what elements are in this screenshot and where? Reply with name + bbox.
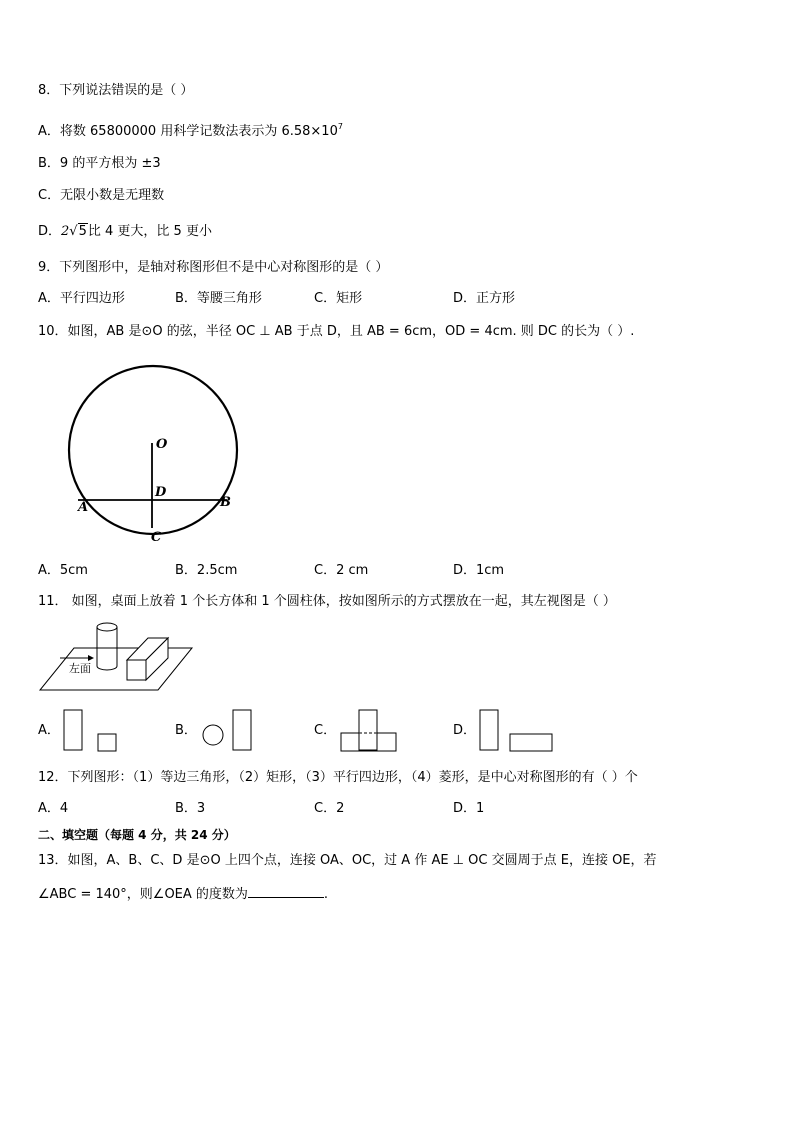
table-objects-figure <box>38 618 198 693</box>
small-square <box>98 734 116 751</box>
cylinder-top <box>97 623 117 631</box>
section-title: 二、填空题（每题 4 分，共 24 分） <box>38 828 236 842</box>
q11-option-d-figure <box>479 709 559 754</box>
q9-option-a: A．平行四边形 <box>38 291 125 306</box>
q13-line2 <box>38 884 328 904</box>
q11-option-b-figure <box>202 709 262 754</box>
q9-option-d: D．正方形 <box>453 291 516 306</box>
q11-stem: 11． 如图，桌面上放着 1 个长方体和 1 个圆柱体，按如图所示的方式摆放在一起，其左视图是（ ） <box>38 594 616 609</box>
q11-option-a-figure <box>63 709 123 754</box>
q9-option-c: C．矩形 <box>314 291 363 306</box>
q12-stem: 12．下列图形：（1）等边三角形，（2）矩形，（3）平行四边形，（4）菱形，是中心对称图形的有（ ）个 <box>38 770 638 785</box>
q12-option-a: A．4 <box>38 801 69 816</box>
label-b: B <box>220 495 231 510</box>
q12-option-b: B．3 <box>175 801 206 816</box>
q11-option-d-label: D． <box>453 723 477 738</box>
answer-blank[interactable] <box>248 884 324 898</box>
q13-line2-text: ∠ABC = 140°，则∠OEA 的度数为 <box>38 887 248 902</box>
label-c: C <box>151 530 162 545</box>
label-o: O <box>156 437 168 452</box>
q12-option-c: C．2 <box>314 801 345 816</box>
circle-figure <box>60 358 260 548</box>
q10-option-b: B．2.5cm <box>175 563 238 578</box>
label-d: D <box>155 485 167 500</box>
tall-rectangle <box>359 710 377 750</box>
q11-option-b-label: B． <box>175 723 197 738</box>
q10-stem: 10．如图，AB 是⊙O 的弦，半径 OC ⊥ AB 于点 D，且 AB = 6cm，OD = 4cm. 则 DC 的长为（ ）. <box>38 324 635 339</box>
wide-rectangle <box>341 733 396 751</box>
q11-option-c-label: C． <box>314 723 337 738</box>
cuboid-front <box>127 660 146 680</box>
tall-rectangle <box>480 710 498 750</box>
q10-option-d: D．1cm <box>453 563 505 578</box>
tall-rectangle <box>64 710 82 750</box>
sqrt-sign: √ <box>69 224 78 239</box>
circle-o <box>69 366 237 534</box>
table-surface <box>40 648 192 690</box>
q8-option-d <box>38 223 212 241</box>
q8-option-d-radicand: 5 <box>78 224 87 239</box>
q9-option-b: B．等腰三角形 <box>175 291 262 306</box>
q10-option-c: C．2 cm <box>314 563 369 578</box>
cylinder-bottom <box>97 666 117 670</box>
q13-line2-end: . <box>323 887 329 902</box>
q8-option-d-suffix: 比 4 更大，比 5 更小 <box>87 224 212 239</box>
q11-option-c-figure <box>340 709 400 754</box>
wide-rectangle <box>510 734 552 751</box>
circle-shape <box>203 725 223 745</box>
q8-option-a <box>38 118 343 141</box>
q8-option-b: B．9 的平方根为 ±3 <box>38 156 161 171</box>
left-face-label: 左面 <box>69 662 91 675</box>
q8-option-c: C．无限小数是无理数 <box>38 188 165 203</box>
q8-option-d-prefix: D． <box>38 224 62 239</box>
q8-option-a-text: A．将数 65800000 用科学记数法表示为 6.58×10 <box>38 124 338 139</box>
q13-line1: 13．如图，A、B、C、D 是⊙O 上四个点，连接 OA、OC，过 A 作 AE ⊥ OC 交圆周于点 E，连接 OE，若 <box>38 853 657 868</box>
tall-rectangle <box>233 710 251 750</box>
q8-option-a-exponent: 7 <box>337 122 343 131</box>
q11-option-a-label: A． <box>38 723 60 738</box>
q9-stem: 9．下列图形中，是轴对称图形但不是中心对称图形的是（ ） <box>38 260 389 275</box>
arrow-head-icon <box>88 655 94 661</box>
label-a: A <box>78 500 89 515</box>
q12-option-d: D．1 <box>453 801 485 816</box>
q8-stem: 8．下列说法错误的是（ ） <box>38 83 194 98</box>
q10-option-a: A．5cm <box>38 563 88 578</box>
q8-option-d-coef: 2 <box>61 224 70 239</box>
